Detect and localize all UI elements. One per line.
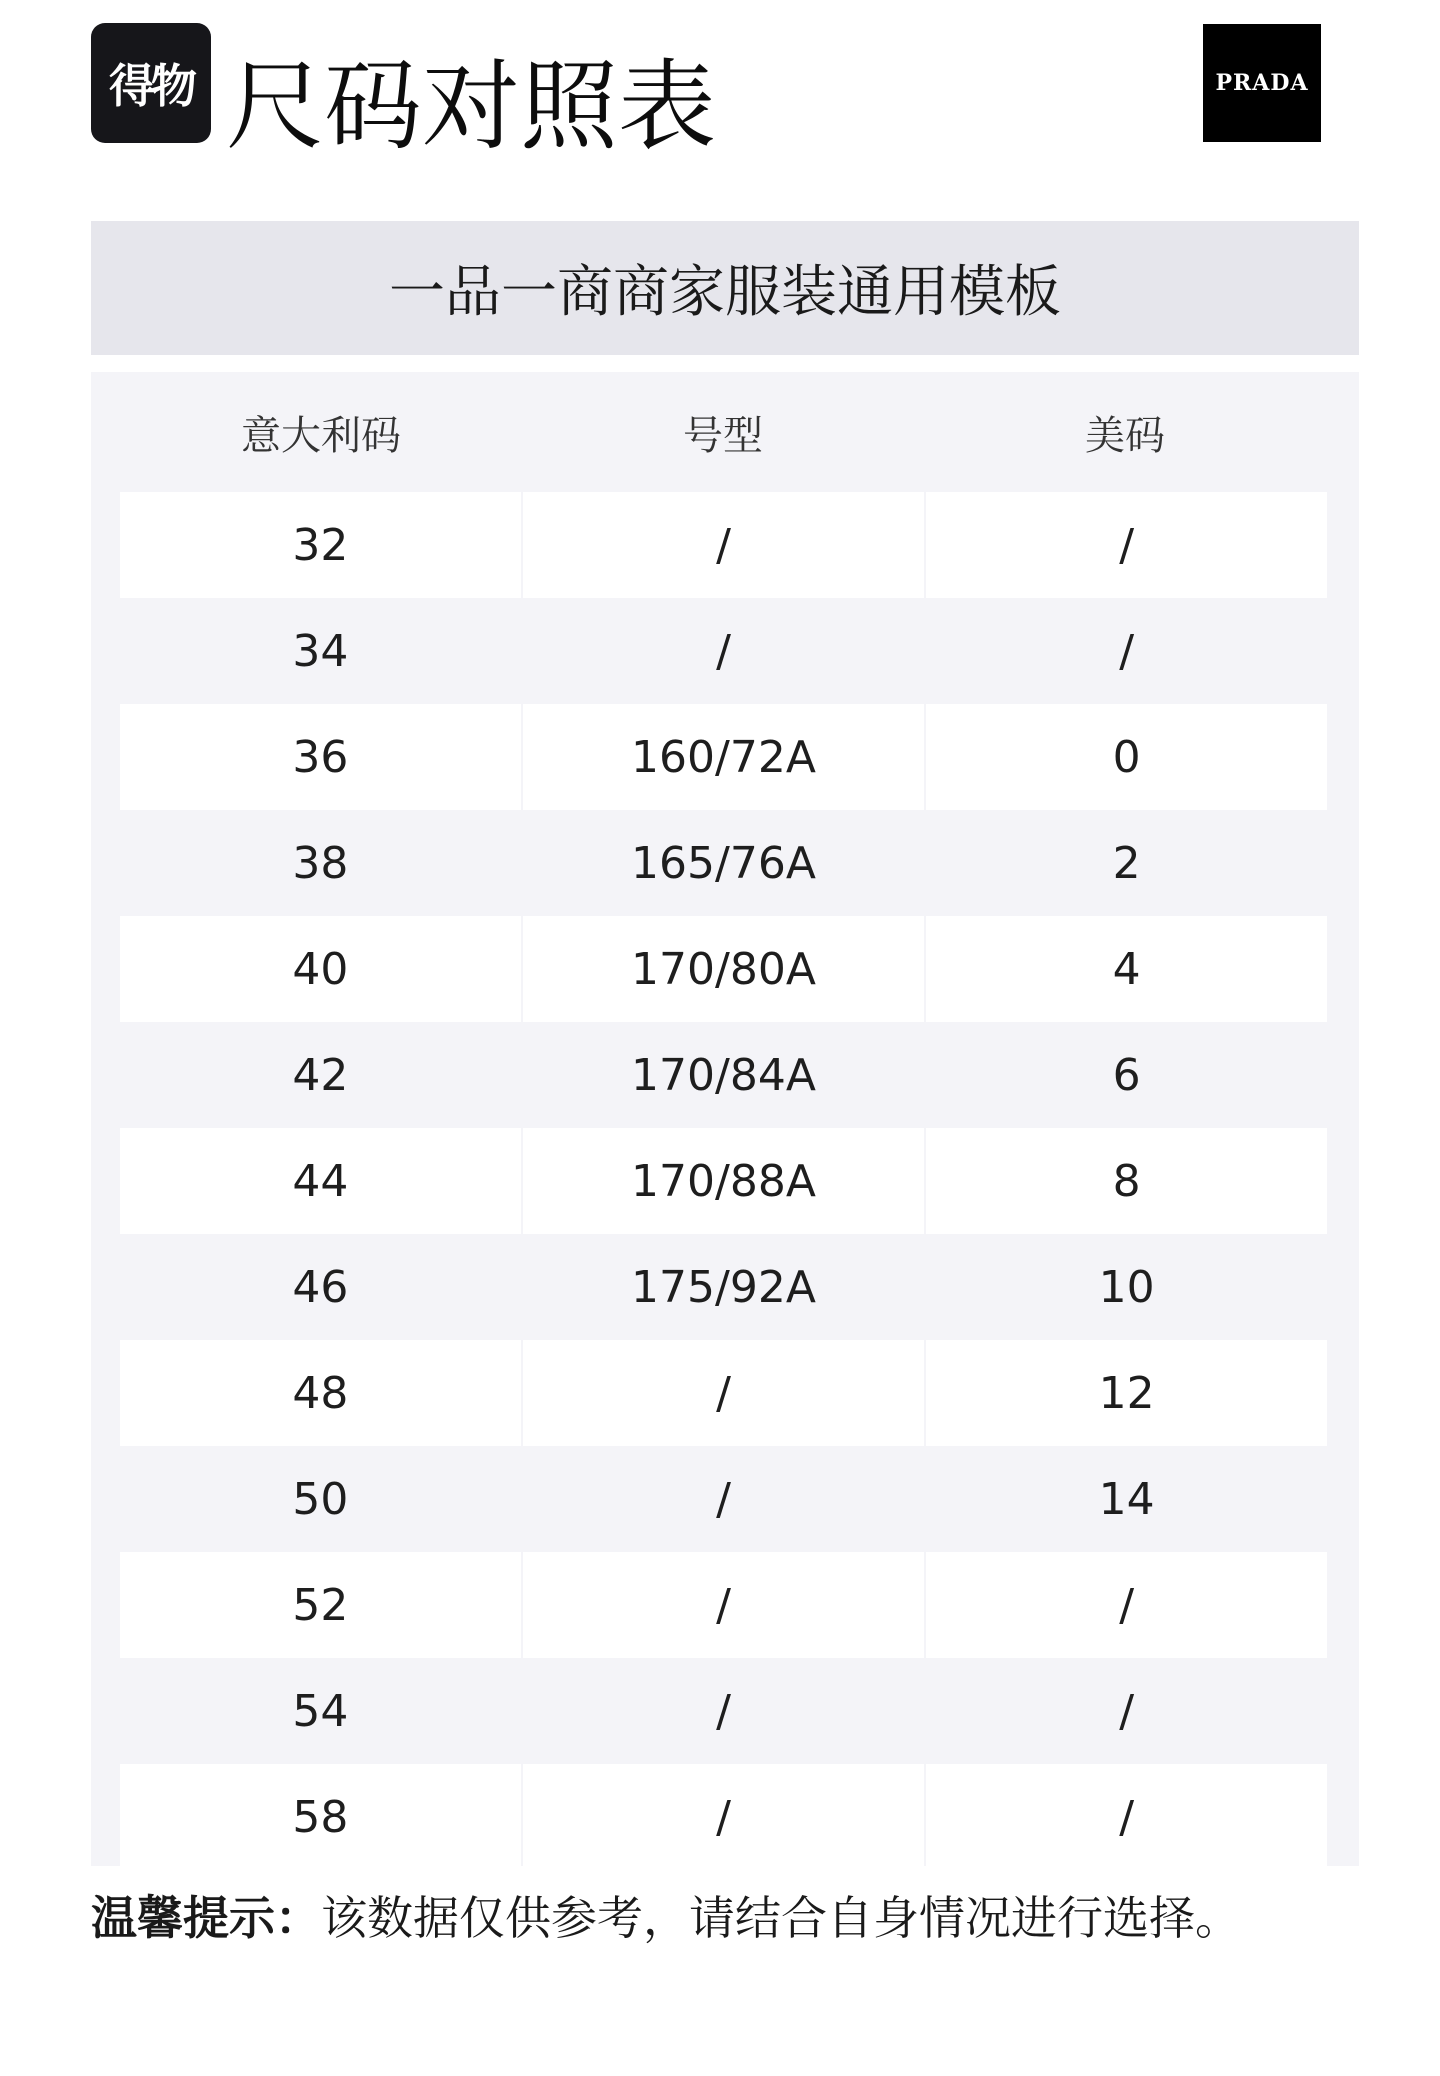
cell-us-size: 10 xyxy=(1098,1261,1155,1313)
size-table xyxy=(91,372,1359,1866)
table-row xyxy=(120,1658,1327,1764)
table-header-row xyxy=(120,372,1327,492)
column-header-us-size: 美码 xyxy=(1085,412,1165,459)
template-subtitle-band xyxy=(91,221,1359,355)
table-row xyxy=(120,704,1327,810)
table-row xyxy=(120,1234,1327,1340)
cell-italian-size: 44 xyxy=(120,1128,521,1234)
cell-italian-size: 34 xyxy=(292,625,349,677)
template-subtitle: 一品一商商家服装通用模板 xyxy=(389,260,1061,325)
cell-us-size: / xyxy=(926,1552,1327,1658)
cell-body-size: 170/84A xyxy=(631,1049,816,1101)
tip-label: 温馨提示： xyxy=(91,1891,321,1945)
cell-italian-size: 42 xyxy=(292,1049,349,1101)
cell-body-size: / xyxy=(523,1764,924,1870)
cell-us-size: 8 xyxy=(926,1128,1327,1234)
column-header-italian-size: 意大利码 xyxy=(241,412,401,459)
cell-us-size: 2 xyxy=(1112,837,1141,889)
cell-italian-size: 48 xyxy=(120,1340,521,1446)
cell-body-size: 170/88A xyxy=(523,1128,924,1234)
cell-us-size: / xyxy=(926,492,1327,598)
column-header-body-size: 号型 xyxy=(683,412,763,459)
cell-body-size: 160/72A xyxy=(523,704,924,810)
header xyxy=(0,0,1440,200)
cell-us-size: 14 xyxy=(1098,1473,1155,1525)
cell-italian-size: 36 xyxy=(120,704,521,810)
cell-italian-size: 54 xyxy=(292,1685,349,1737)
tip-text: 该数据仅供参考，请结合自身情况进行选择。 xyxy=(321,1891,1241,1945)
tip-note xyxy=(91,1888,1241,1948)
cell-body-size: 165/76A xyxy=(631,837,816,889)
cell-italian-size: 38 xyxy=(292,837,349,889)
table-row xyxy=(120,1446,1327,1552)
cell-us-size: / xyxy=(1119,1685,1135,1737)
app-logo xyxy=(91,23,211,143)
cell-body-size: / xyxy=(523,1552,924,1658)
table-body xyxy=(120,492,1327,1870)
cell-italian-size: 40 xyxy=(120,916,521,1022)
cell-italian-size: 50 xyxy=(292,1473,349,1525)
table-row xyxy=(120,492,1327,598)
cell-italian-size: 52 xyxy=(120,1552,521,1658)
cell-us-size: / xyxy=(926,1764,1327,1870)
brand-logo xyxy=(1203,24,1321,142)
table-row xyxy=(120,1128,1327,1234)
cell-body-size: / xyxy=(716,1473,731,1525)
cell-us-size: 0 xyxy=(926,704,1327,810)
cell-us-size: 6 xyxy=(1112,1049,1141,1101)
cell-body-size: / xyxy=(716,625,731,677)
table-row xyxy=(120,598,1327,704)
cell-us-size: 4 xyxy=(926,916,1327,1022)
table-row xyxy=(120,1022,1327,1128)
cell-italian-size: 58 xyxy=(120,1764,521,1870)
cell-us-size: / xyxy=(1119,625,1135,677)
page-title: 尺码对照表 xyxy=(226,50,717,164)
cell-italian-size: 46 xyxy=(292,1261,349,1313)
cell-body-size: / xyxy=(523,1340,924,1446)
table-row xyxy=(120,1340,1327,1446)
cell-body-size: 175/92A xyxy=(631,1261,816,1313)
table-row xyxy=(120,916,1327,1022)
cell-body-size: / xyxy=(523,492,924,598)
table-row xyxy=(120,1552,1327,1658)
table-row xyxy=(120,810,1327,916)
cell-us-size: 12 xyxy=(926,1340,1327,1446)
cell-italian-size: 32 xyxy=(120,492,521,598)
cell-body-size: / xyxy=(716,1685,731,1737)
cell-body-size: 170/80A xyxy=(523,916,924,1022)
app-logo-text: 得物 xyxy=(109,59,193,113)
table-row xyxy=(120,1764,1327,1870)
brand-logo-text: PRADA xyxy=(1215,70,1309,96)
